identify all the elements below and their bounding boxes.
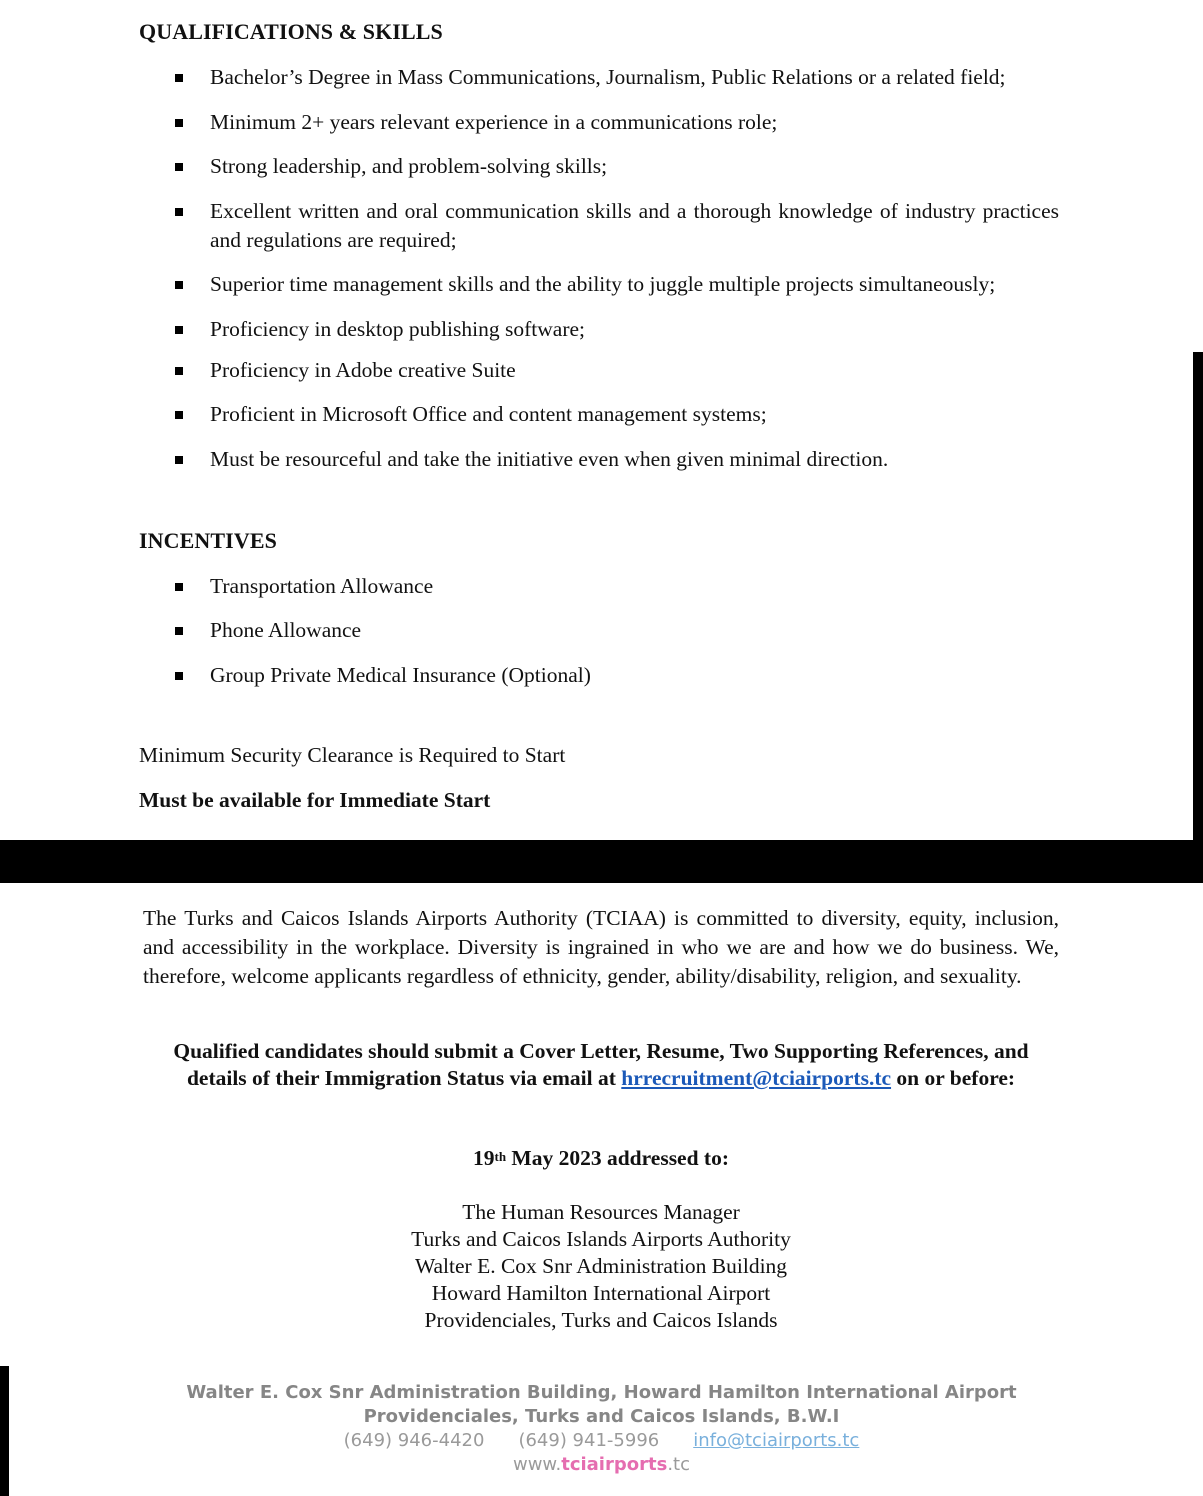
web-brand: tciairports: [561, 1454, 668, 1475]
list-item: Strong leadership, and problem-solving skills;: [139, 152, 1059, 181]
bullet-icon: [175, 627, 183, 635]
diversity-statement: The Turks and Caicos Islands Airports Authority (TCIAA) is committed to diversity, equity, inclusion, and accessibility in the workplace. Diversity is ingrained in who we are and how we do business. We, therefore, welcome applicants regardless of ethnicity, gender, ability/disability, religion, and sexuality.: [143, 906, 1059, 988]
deadline-day: 19: [472, 1146, 495, 1170]
footer-email-link[interactable]: info@tciairports.tc: [693, 1430, 860, 1451]
immediate-start-note: Must be available for Immediate Start: [139, 788, 491, 812]
bullet-icon: [175, 74, 183, 82]
footer-contact: [0, 1429, 1203, 1453]
mailing-address: [143, 1199, 1059, 1334]
application-instructions: [143, 1038, 1059, 1092]
qualifications-heading: QUALIFICATIONS & SKILLS: [139, 19, 443, 44]
footer-address-line2: Providenciales, Turks and Caicos Islands, B.W.I: [363, 1406, 840, 1427]
bullet-icon: [175, 583, 183, 591]
list-item: Phone Allowance: [139, 616, 1059, 645]
bullet-icon: [175, 326, 183, 334]
footer-phone-2: (649) 941-5996: [518, 1430, 660, 1451]
security-clearance-note: Minimum Security Clearance is Required to Start: [139, 743, 566, 767]
page-separator-band: [0, 840, 1203, 883]
deadline: [143, 1145, 1059, 1172]
list-item: Must be resourceful and take the initiative even when given minimal direction.: [139, 445, 1059, 474]
address-line: The Human Resources Manager: [462, 1200, 740, 1224]
bullet-icon: [175, 411, 183, 419]
list-item: Proficiency in Adobe creative Suite: [139, 356, 1059, 385]
bullet-icon: [175, 672, 183, 680]
list-item: Group Private Medical Insurance (Optional): [139, 661, 1059, 690]
scan-edge-right: [1193, 352, 1203, 842]
footer-website[interactable]: [0, 1453, 1203, 1477]
address-line: Turks and Caicos Islands Airports Authority: [411, 1227, 791, 1251]
recruitment-email-link[interactable]: hrrecruitment@tciairports.tc: [621, 1066, 892, 1090]
letterhead-footer: [0, 1381, 1203, 1477]
bullet-icon: [175, 163, 183, 171]
bullet-icon: [175, 367, 183, 375]
address-line: Howard Hamilton International Airport: [431, 1281, 771, 1305]
web-suffix: .tc: [667, 1454, 690, 1475]
deadline-suffix: th: [494, 1149, 507, 1164]
deadline-rest: May 2023 addressed to:: [506, 1146, 730, 1170]
web-prefix: www.: [512, 1454, 562, 1475]
list-item: Minimum 2+ years relevant experience in a communications role;: [139, 108, 1059, 137]
footer-phone-1: (649) 946-4420: [343, 1430, 485, 1451]
footer-address-line1: Walter E. Cox Snr Administration Building, Howard Hamilton International Airport: [186, 1382, 1017, 1403]
bullet-icon: [175, 456, 183, 464]
incentives-heading: INCENTIVES: [139, 528, 277, 553]
list-item: Superior time management skills and the ability to juggle multiple projects simultaneously;: [139, 270, 1059, 299]
list-item: Transportation Allowance: [139, 572, 1059, 601]
bullet-icon: [175, 119, 183, 127]
address-line: Providenciales, Turks and Caicos Islands: [424, 1308, 778, 1332]
list-item: Proficient in Microsoft Office and content management systems;: [139, 400, 1059, 429]
list-item: Proficiency in desktop publishing software;: [139, 315, 1059, 344]
application-text-after: on or before:: [891, 1066, 1016, 1090]
list-item: Excellent written and oral communication skills and a thorough knowledge of industry practices and regulations are required;: [139, 197, 1059, 255]
application-text-before: Qualified candidates should submit a Cover Letter, Resume, Two Supporting References, and details of their Immigration Status via email at: [173, 1039, 1029, 1090]
bullet-icon: [175, 281, 183, 289]
bullet-icon: [175, 208, 183, 216]
list-item: Bachelor’s Degree in Mass Communications, Journalism, Public Relations or a related field;: [139, 63, 1059, 92]
address-line: Walter E. Cox Snr Administration Building: [414, 1254, 788, 1278]
